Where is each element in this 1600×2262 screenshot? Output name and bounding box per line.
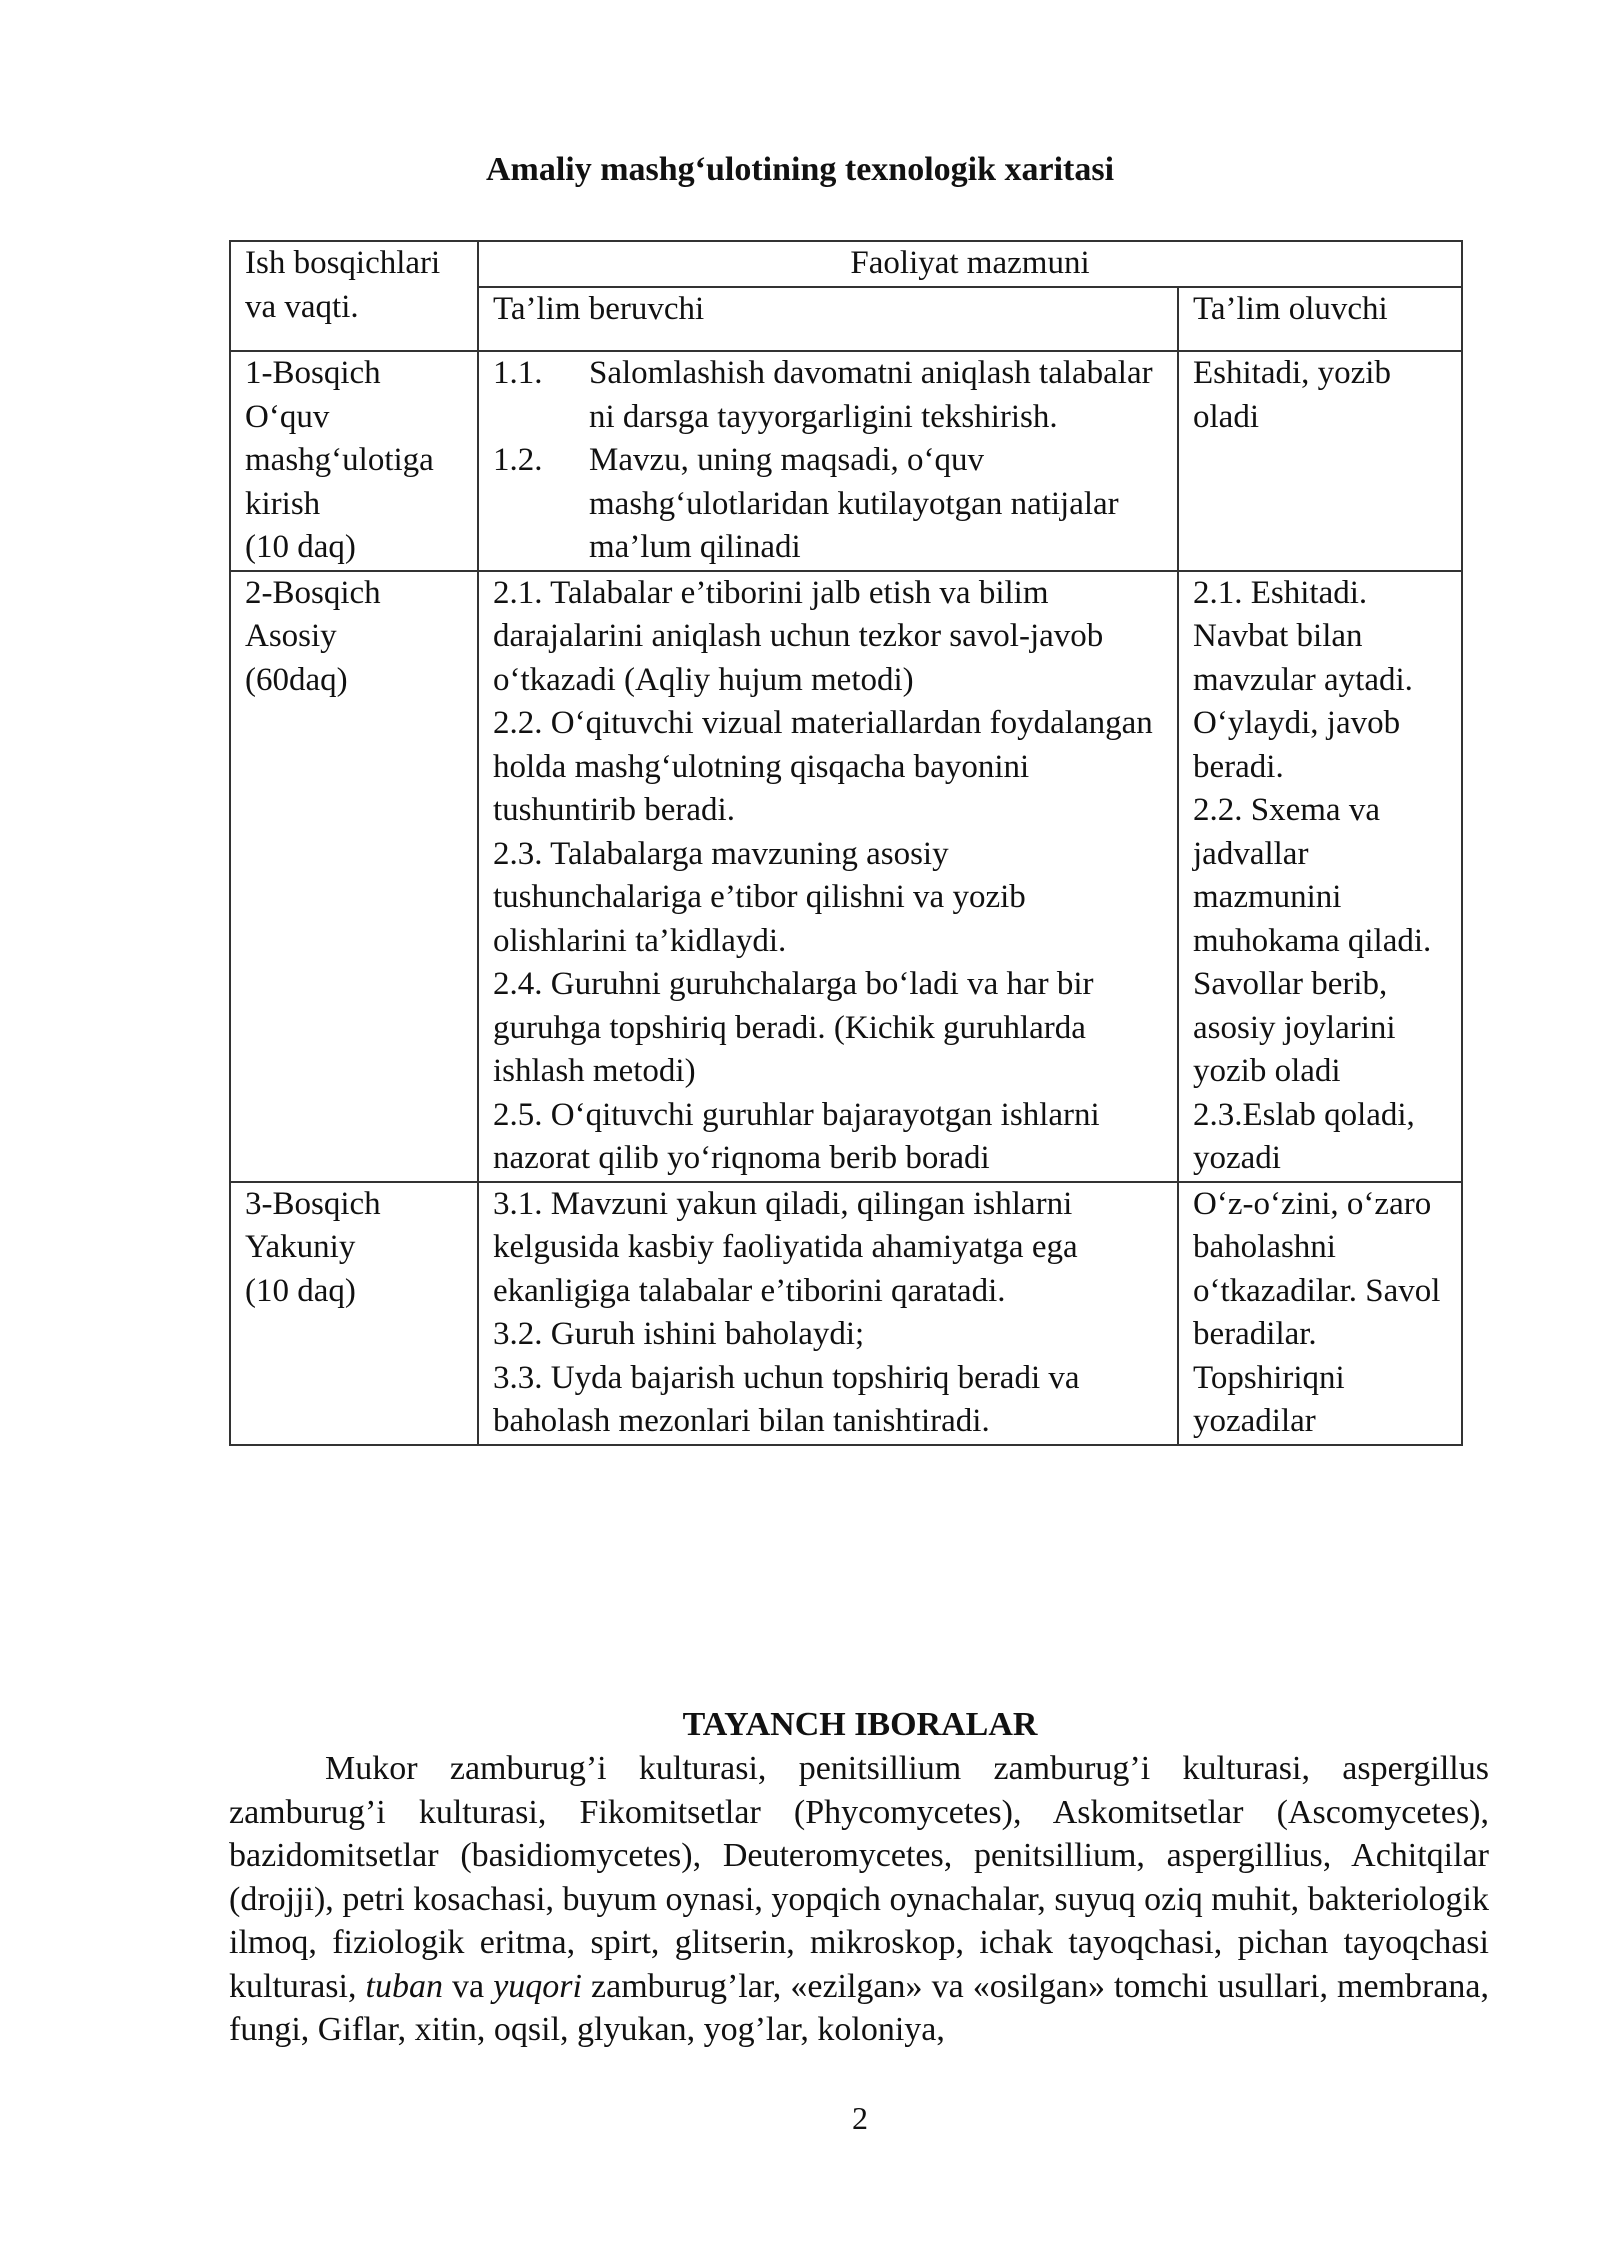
item-number: 1.2. bbox=[493, 442, 543, 478]
stage-line: mashg‘ulotiga bbox=[245, 442, 434, 478]
item-text: Mavzu, uning maqsadi, o‘quv mashg‘ulotlaridan kutilayotgan natijalar ma’lum qilinadi bbox=[589, 442, 1119, 565]
header-teacher: Ta’lim beruvchi bbox=[478, 287, 1178, 351]
stage-duration: (10 daq) bbox=[245, 529, 356, 565]
stage-line: O‘quv bbox=[245, 398, 330, 435]
teacher-action: 2.4. Guruhni guruhchalarga bo‘ladi va har bir guruhga topshiriq beradi. (Kichik guruhlarda ishlash metodi) bbox=[493, 966, 1094, 1089]
stage-name: 3-Bosqich bbox=[245, 1185, 381, 1222]
stage-cell bbox=[230, 1182, 478, 1445]
table-header-row bbox=[230, 241, 1462, 287]
technology-map-table bbox=[229, 240, 1463, 1446]
stage-name: 2-Bosqich bbox=[245, 574, 381, 611]
teacher-cell bbox=[478, 351, 1178, 571]
learner-cell bbox=[1178, 571, 1462, 1182]
paragraph-text: Mukor zamburug’i kulturasi, penitsillium zamburug’i kulturasi, aspergillus zamburug’i kulturasi, Fikomitsetlar (Phycomycetes), Askomitsetlar (Ascomycetes), bazidomitsetlar (basidiomycetes), Deuteromycetes, penitsillium, aspergillius, Achitqilar (drojji), petri kosachasi, buyum oynasi, yopqich oynachalar, suyuq oziq muhit, bakteriologik ilmoq, fiziologik eritma, spirt, glitserin, mikroskop, ichak tayoqchasi, pichan tayoqchasi kulturasi, bbox=[229, 1750, 1489, 2005]
teacher-action: 2.1. Talabalar e’tiborini jalb etish va bilim darajalarini aniqlash uchun tezkor savol-javob o‘tkazadi (Aqliy hujum metodi) bbox=[493, 574, 1104, 698]
header-activity-content: Faoliyat mazmuni bbox=[478, 241, 1462, 287]
learner-action: 2.3.Eslab qoladi, yozadi bbox=[1193, 1096, 1415, 1176]
stage-name: 1-Bosqich bbox=[245, 355, 381, 391]
paragraph-italic-term: tuban bbox=[365, 1967, 443, 2005]
learner-action: 2.2. Sxema va jadvallar mazmunini muhokama qiladi. Savollar berib, asosiy joylarini yozib oladi bbox=[1193, 792, 1432, 1089]
teacher-action: 3.1. Mavzuni yakun qiladi, qilingan ishlarni kelgusida kasbiy faoliyatida ahamiyatga ega ekanligiga talabalar e’tiborini qaratadi. bbox=[493, 1185, 1078, 1309]
item-text: Salomlashish davomatni aniqlash talabalar ni darsga tayyorgarligini tekshirish. bbox=[589, 355, 1153, 435]
teacher-action: 2.5. O‘qituvchi guruhlar bajarayotgan ishlarni nazorat qilib yo‘riqnoma berib boradi bbox=[493, 1096, 1100, 1176]
stage-cell bbox=[230, 351, 478, 571]
header-learner: Ta’lim oluvchi bbox=[1178, 287, 1462, 351]
paragraph-text: zamburug’lar, «ezilgan» va «osilgan» tomchi usullari, membrana, fungi, Giflar, xitin, oqsil, glyukan, yog’lar, koloniya, bbox=[229, 1967, 1489, 2048]
table-row bbox=[230, 1182, 1462, 1445]
table-row bbox=[230, 351, 1462, 571]
header-stage-time: Ish bosqichlari va vaqti. bbox=[230, 241, 478, 351]
paragraph-text: va bbox=[443, 1967, 494, 2005]
table-row bbox=[230, 571, 1462, 1182]
page-number: 2 bbox=[852, 2100, 868, 2136]
item-number: 1.1. bbox=[493, 355, 543, 391]
teacher-cell bbox=[478, 1182, 1178, 1445]
teacher-action: 2.2. O‘qituvchi vizual materiallardan foydalangan holda mashg‘ulotning qisqacha bayonini tushuntirib beradi. bbox=[493, 705, 1153, 828]
paragraph-italic-term: yuqori bbox=[493, 1967, 582, 2005]
learner-cell bbox=[1178, 351, 1462, 571]
learner-action: 2.1. Eshitadi. Navbat bilan mavzular aytadi. O‘ylaydi, javob beradi. bbox=[1193, 574, 1413, 785]
teacher-action: 3.2. Guruh ishini baholaydi; bbox=[493, 1316, 865, 1352]
page-title: Amaliy mashg‘ulotining texnologik xaritasi bbox=[485, 151, 1115, 188]
stage-line: kirish bbox=[245, 485, 321, 522]
learner-action: O‘z-o‘zini, o‘zaro baholashni o‘tkazadilar. Savol beradilar. Topshiriqni yozadilar bbox=[1193, 1185, 1441, 1439]
learner-cell bbox=[1178, 1182, 1462, 1445]
key-terms-paragraph bbox=[229, 1747, 1489, 2052]
teacher-action bbox=[493, 439, 1163, 570]
teacher-cell bbox=[478, 571, 1178, 1182]
section-heading: TAYANCH IBORALAR bbox=[682, 1706, 1038, 1743]
teacher-action: 2.3. Talabalarga mavzuning asosiy tushunchalariga e’tibor qilishni va yozib olishlarini ta’kidlaydi. bbox=[493, 835, 1026, 959]
learner-action: Eshitadi, yozib oladi bbox=[1193, 355, 1391, 435]
teacher-action bbox=[493, 352, 1163, 439]
stage-line: Yakuniy bbox=[245, 1229, 356, 1265]
stage-line: Asosiy bbox=[245, 618, 337, 654]
stage-cell bbox=[230, 571, 478, 1182]
stage-duration: (60daq) bbox=[245, 661, 348, 698]
teacher-action: 3.3. Uyda bajarish uchun topshiriq beradi va baholash mezonlari bilan tanishtiradi. bbox=[493, 1359, 1080, 1439]
stage-duration: (10 daq) bbox=[245, 1272, 356, 1309]
